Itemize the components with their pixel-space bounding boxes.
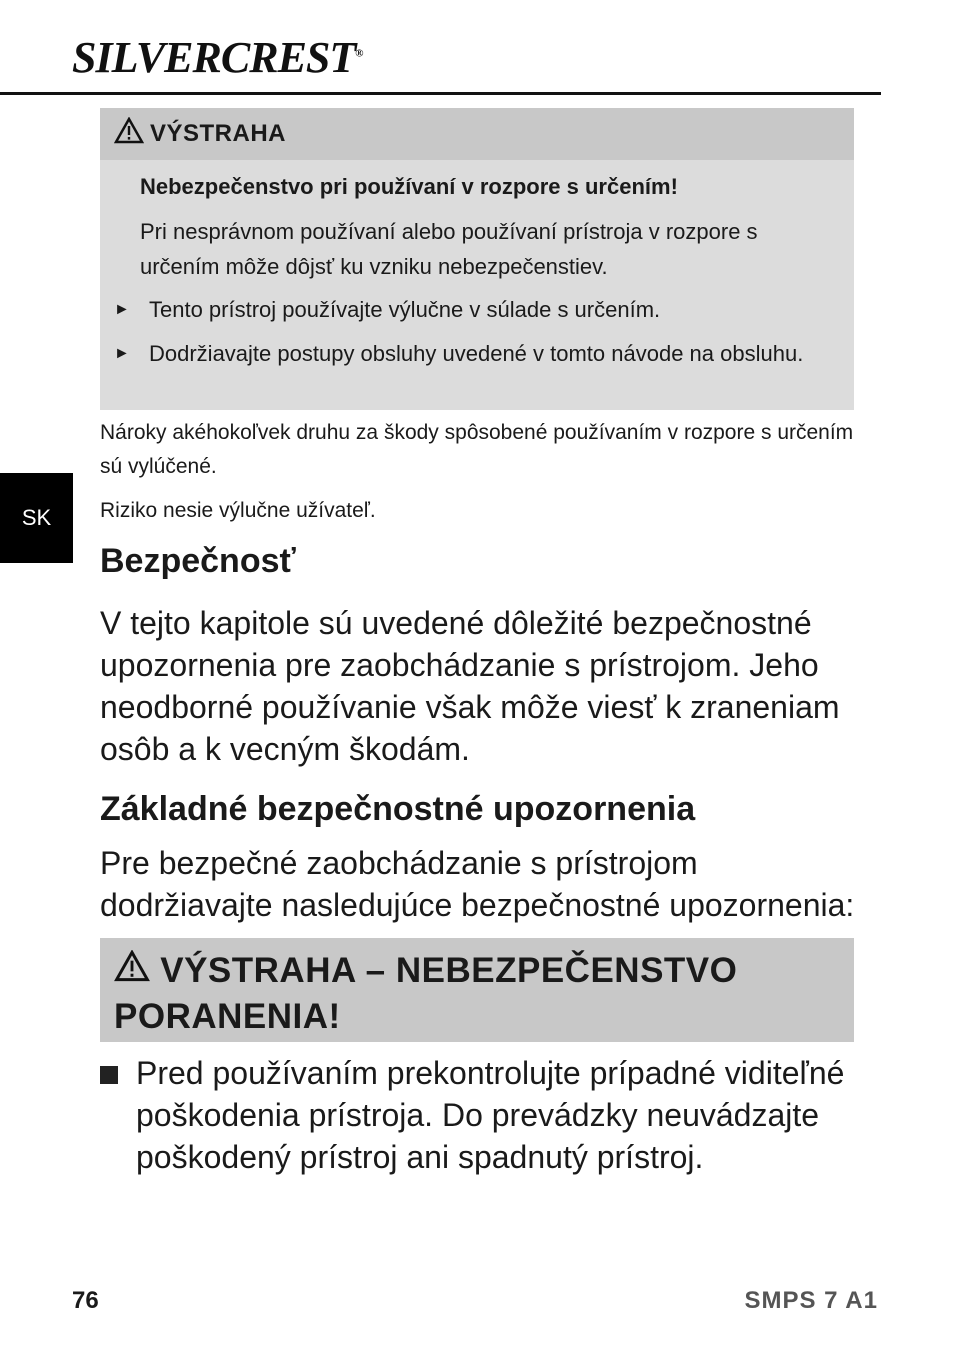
warning-box: [100, 108, 854, 410]
injury-warning-title: VÝSTRAHA – NEBEZPEČENSTVO PORANENIA!: [114, 951, 738, 1036]
language-tab-label: SK: [21, 505, 52, 530]
warning-header: [100, 108, 854, 160]
arrow-right-icon: ►: [114, 345, 130, 362]
section-heading-basic: Základné bezpečnostné upozornenia: [100, 790, 696, 828]
language-tab: [0, 473, 73, 563]
model-name: SMPS 7 A1: [744, 1287, 878, 1314]
warning-bullet: ► Dodržiavajte postupy obsluhy uvedené v tomto návode na obsluhu.: [114, 336, 834, 371]
arrow-right-icon: ►: [114, 301, 130, 318]
injury-warning-bullet: Pred používaním prekontrolujte prípadné viditeľné poškodenia prístroja. Do prevádzky neuvádzajte poškodený prístroj ani spadnutý prístroj.: [100, 1052, 860, 1178]
brand-logo: SILVERCREST®: [72, 33, 363, 82]
claims-note: Nároky akéhokoľvek druhu za škody spôsobené používaním v rozpore s určením sú vylúčené.: [100, 421, 854, 478]
warning-subtitle: Nebezpečenstvo pri používaní v rozpore s určením!: [140, 174, 678, 199]
warning-bullet: ► Tento prístroj používajte výlučne v súlade s určením.: [114, 292, 834, 327]
section-heading-safety: Bezpečnosť: [100, 542, 296, 580]
header-rule: [0, 92, 881, 95]
page-number: 76: [72, 1287, 99, 1314]
section-basic-text: Pre bezpečné zaobchádzanie s prístrojom dodržiavajte nasledujúce bezpečnostné upozornenia:: [100, 845, 855, 923]
warning-triangle-icon: [114, 948, 150, 994]
injury-warning-header: [100, 938, 854, 1042]
warning-title: VÝSTRAHA: [150, 120, 287, 147]
warning-paragraph: Pri nesprávnom používaní alebo používaní prístroja v rozpore s určením môže dôjsť ku vzniku nebezpečenstiev.: [140, 219, 758, 279]
risk-note: Riziko nesie výlučne užívateľ.: [100, 499, 376, 522]
section-safety-text: V tejto kapitole sú uvedené dôležité bezpečnostné upozornenia pre zaobchádzanie s prístrojom. Jeho neodborné používanie však môže viesť k zraneniam osôb a k vecným škodám.: [100, 605, 840, 767]
warning-triangle-icon: [114, 117, 144, 151]
square-bullet-icon: [100, 1066, 118, 1084]
